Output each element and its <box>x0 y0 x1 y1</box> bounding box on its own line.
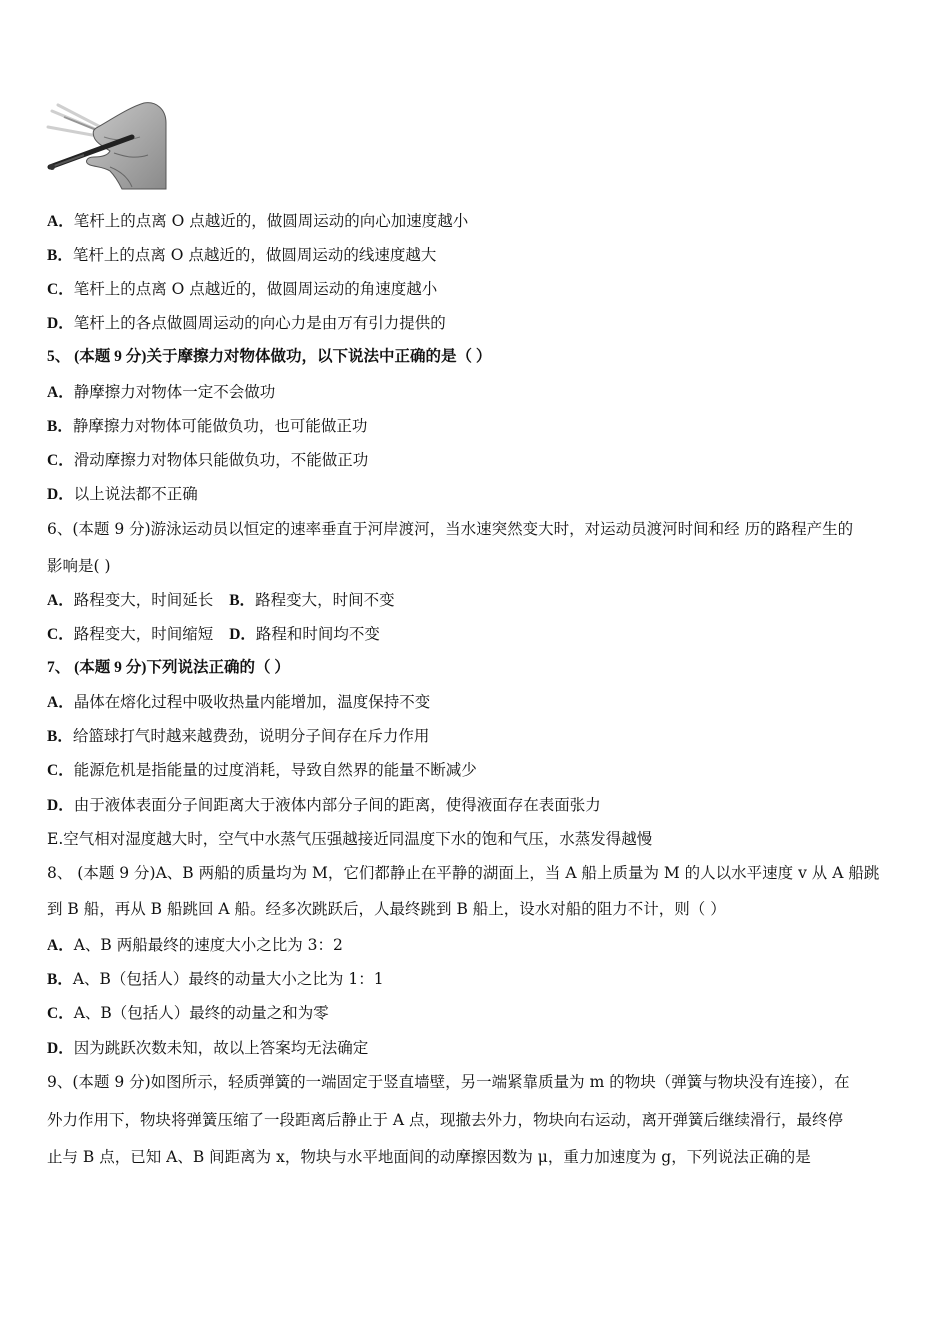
q5-option-b <box>47 416 367 437</box>
q8-option-c <box>47 1003 329 1024</box>
q8-option-d <box>47 1038 368 1059</box>
option-label: A． <box>47 937 74 954</box>
q6-stem-line2: 影响是( ) <box>47 557 111 575</box>
option-label: D． <box>47 315 74 332</box>
q9-stem-line3: 止与 B 点，已知 A、B 间距离为 x，物块与水平地面间的动摩擦因数为 μ，重力加速度为 g，下列说法正确的是 <box>47 1148 811 1166</box>
q5-option-a <box>47 382 275 403</box>
option-label: C． <box>47 452 74 469</box>
q6-options-row2 <box>47 624 380 645</box>
q7-option-d <box>47 795 601 816</box>
option-text: 由于液体表面分子间距离大于液体内部分子间的距离，使得液面存在表面张力 <box>73 796 601 814</box>
q9-stem-line1: 9、(本题 9 分)如图所示，轻质弹簧的一端固定于竖直墙壁，另一端紧靠质量为 m 的物块（弹簧与物块没有连接），在 <box>47 1073 850 1091</box>
option-text: A、B 两船最终的速度大小之比为 3：2 <box>73 936 343 954</box>
option-label: D． <box>47 1040 74 1057</box>
q7-option-b <box>47 726 429 747</box>
q6-stem-line1: 6、(本题 9 分)游泳运动员以恒定的速率垂直于河岸渡河，当水速突然变大时，对运动员渡河时间和经 历的路程产生的 <box>47 520 854 538</box>
q7-option-c <box>47 760 477 781</box>
q8-option-a <box>47 935 343 956</box>
q5-stem: 5、 (本题 9 分)关于摩擦力对物体做功，以下说法中正确的是（ ） <box>47 348 492 365</box>
option-text: 笔杆上的点离 O 点越近的，做圆周运动的角速度越小 <box>73 280 438 298</box>
q4-option-d <box>47 313 446 334</box>
option-label: C． <box>47 626 74 643</box>
option-label: D． <box>47 797 74 814</box>
option-text: 给篮球打气时越来越费劲，说明分子间存在斥力作用 <box>72 727 430 745</box>
option-label: B． <box>47 247 73 264</box>
hand-spinning-pen-image <box>44 97 168 193</box>
q7-stem: 7、 (本题 9 分)下列说法正确的（ ） <box>47 659 290 676</box>
option-text: 因为跳跃次数未知，故以上答案均无法确定 <box>73 1039 369 1057</box>
option-text: 路程变大，时间延长 <box>73 591 214 609</box>
option-label: C． <box>47 1005 74 1022</box>
option-text: 静摩擦力对物体一定不会做功 <box>73 383 276 401</box>
option-label: C． <box>47 762 74 779</box>
q9-stem-line2: 外力作用下，物块将弹簧压缩了一段距离后静止于 A 点，现撤去外力，物块向右运动，离开弹簧后继续滑行，最终停 <box>47 1111 844 1129</box>
option-text: 以上说法都不正确 <box>73 485 198 503</box>
option-text: A、B（包括人）最终的动量大小之比为 1：1 <box>72 970 384 988</box>
q8-stem-line2: 到 B 船，再从 B 船跳回 A 船。经多次跳跃后，人最终跳到 B 船上，设水对船的阻力不计，则（ ） <box>47 900 726 918</box>
q5-option-c <box>47 450 368 471</box>
option-label: B． <box>47 418 73 435</box>
q4-option-b <box>47 245 436 266</box>
option-text: 路程变大，时间不变 <box>255 591 395 609</box>
option-text: 静摩擦力对物体可能做负功，也可能做正功 <box>72 417 368 435</box>
option-label: A． <box>47 694 74 711</box>
option-label: A． <box>47 384 74 401</box>
option-label: B． <box>47 971 73 988</box>
option-text: 能源危机是指能量的过度消耗，导致自然界的能量不断减少 <box>73 761 477 779</box>
q5-option-d <box>47 484 198 505</box>
q4-option-a <box>47 211 468 232</box>
option-text: 滑动摩擦力对物体只能做负功，不能做正功 <box>73 451 369 469</box>
option-text: 晶体在熔化过程中吸收热量内能增加，温度保持不变 <box>73 693 431 711</box>
option-text: 路程变大，时间缩短 <box>73 625 214 643</box>
q4-option-c <box>47 279 437 300</box>
q6-options-row1 <box>47 590 395 611</box>
option-label: C． <box>47 281 74 298</box>
option-text: 笔杆上的点离 O 点越近的，做圆周运动的线速度越大 <box>72 246 437 264</box>
option-text: A、B（包括人）最终的动量之和为零 <box>73 1004 329 1022</box>
q7-option-a <box>47 692 430 713</box>
option-label: B． <box>229 592 256 609</box>
option-text: 路程和时间均不变 <box>255 625 380 643</box>
option-label: D． <box>47 486 74 503</box>
option-label: B． <box>47 728 73 745</box>
option-label: A． <box>47 592 74 609</box>
option-label: D． <box>229 626 256 643</box>
q8-stem-line1: 8、 (本题 9 分)A、B 两船的质量均为 M，它们都静止在平静的湖面上，当 A 船上质量为 M 的人以水平速度 v 从 A 船跳 <box>47 864 880 882</box>
q7-option-e: E.空气相对湿度越大时，空气中水蒸气压强越接近同温度下水的饱和气压，水蒸发得越慢 <box>47 830 653 848</box>
option-text: 笔杆上的各点做圆周运动的向心力是由万有引力提供的 <box>73 314 446 332</box>
option-label: A． <box>47 213 74 230</box>
option-text: 笔杆上的点离 O 点越近的，做圆周运动的向心加速度越小 <box>73 212 469 230</box>
q8-option-b <box>47 969 384 990</box>
